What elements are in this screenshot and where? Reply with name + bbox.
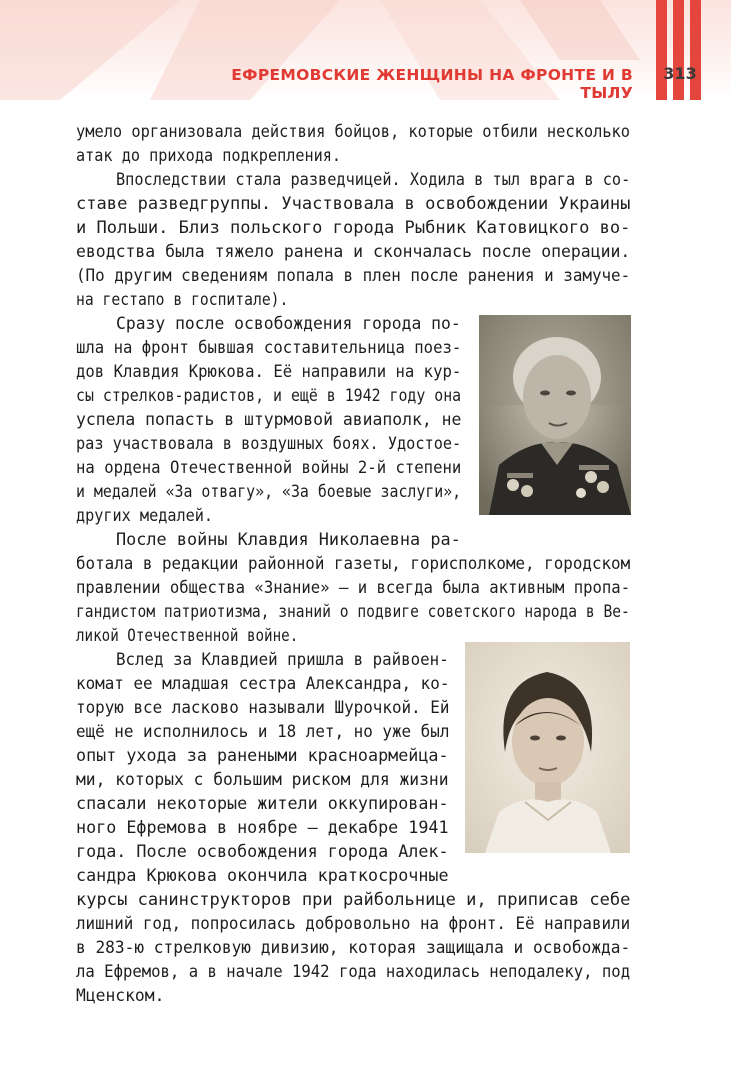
paragraph-line: раз участвовала в воздушных боях. Удостое- — [76, 434, 462, 453]
paragraph-line: Сразу после освобождения города по- — [116, 314, 461, 333]
paragraph-line: ликой Отечественной войне. — [76, 626, 299, 645]
accent-stripe — [673, 0, 684, 100]
paragraph-line: гандистом патриотизма, знаний о подвиге советского народа в Ве- — [76, 602, 630, 621]
paragraph-line: и медалей «За отвагу», «За боевые заслуги», — [76, 482, 462, 501]
paragraph-line: ми, которых с большим риском для жизни — [76, 770, 449, 789]
paragraph-line: ла Ефремов, а в начале 1942 года находилась неподалеку, под — [76, 962, 631, 981]
paragraph-line: шла на фронт бывшая составительница поез- — [76, 338, 462, 357]
page-header-title: ЕФРЕМОВСКИЕ ЖЕНЩИНЫ НА ФРОНТЕ И В ТЫЛУ — [231, 66, 633, 102]
paragraph-line: После войны Клавдия Николаевна ра- — [116, 530, 461, 549]
paragraph-line: сы стрелков-радистов, и ещё в 1942 году она — [76, 386, 462, 405]
paragraph-line: на ордена Отечественной войны 2-й степени — [76, 458, 462, 477]
paragraph-line: ещё не исполнилось и 18 лет, но уже был — [76, 722, 450, 741]
paragraph-line: ного Ефремова в ноябре — декабре 1941 — [76, 818, 449, 837]
paragraph-line: умело организовала действия бойцов, которые отбили несколько — [76, 122, 631, 141]
paragraph-line: (По другим сведениям попала в плен после ранения и замуче- — [76, 266, 631, 285]
paragraph-line: спасали некоторые жители оккупирован- — [76, 794, 449, 813]
portrait-photo-klavdia — [479, 315, 631, 515]
accent-stripe — [690, 0, 701, 100]
paragraph-line: на гестапо в госпитале). — [76, 290, 289, 309]
paragraph-line: опыт ухода за ранеными красноармейца- — [76, 746, 449, 765]
portrait-photo-alexandra — [465, 642, 630, 853]
paragraph-line: сандра Крюкова окончила краткосрочные — [76, 866, 449, 885]
paragraph-line: в 283-ю стрелковую дивизию, которая защищала и освобожда- — [76, 938, 631, 957]
page-number: 313 — [663, 64, 697, 83]
paragraph-line: Вслед за Клавдией пришла в райвоен- — [116, 650, 449, 669]
paragraph-line: правлении общества «Знание» — и всегда была активным пропа- — [76, 578, 631, 597]
paragraph-line: еводства была тяжело ранена и скончалась после операции. — [76, 242, 631, 261]
paragraph-line: атак до прихода подкрепления. — [76, 146, 342, 165]
paragraph-line: ставе разведгруппы. Участвовала в освобождении Украины — [76, 194, 631, 213]
paragraph-line: ботала в редакции районной газеты, горисполкоме, городском — [76, 554, 631, 573]
paragraph-line: Мценском. — [76, 986, 165, 1005]
paragraph-line: торую все ласково называли Шурочкой. Ей — [76, 698, 450, 717]
paragraph-line: успела попасть в штурмовой авиаполк, не — [76, 410, 462, 429]
paragraph-line: года. После освобождения города Алек- — [76, 842, 449, 861]
accent-stripe — [656, 0, 667, 100]
paragraph-line: комат ее младшая сестра Александра, ко- — [76, 674, 450, 693]
paragraph-line: Впоследствии стала разведчицей. Ходила в тыл врага в со- — [116, 170, 631, 189]
paragraph-line: и Польши. Близ польского города Рыбник Катовицкого во- — [76, 218, 631, 237]
paragraph-line: других медалей. — [76, 506, 214, 525]
paragraph-line: лишний год, попросилась добровольно на фронт. Её направили — [76, 914, 631, 933]
paragraph-line: дов Клавдия Крюкова. Её направили на кур- — [76, 362, 462, 381]
paragraph-line: курсы санинструкторов при райбольнице и, приписав себе — [76, 890, 631, 909]
